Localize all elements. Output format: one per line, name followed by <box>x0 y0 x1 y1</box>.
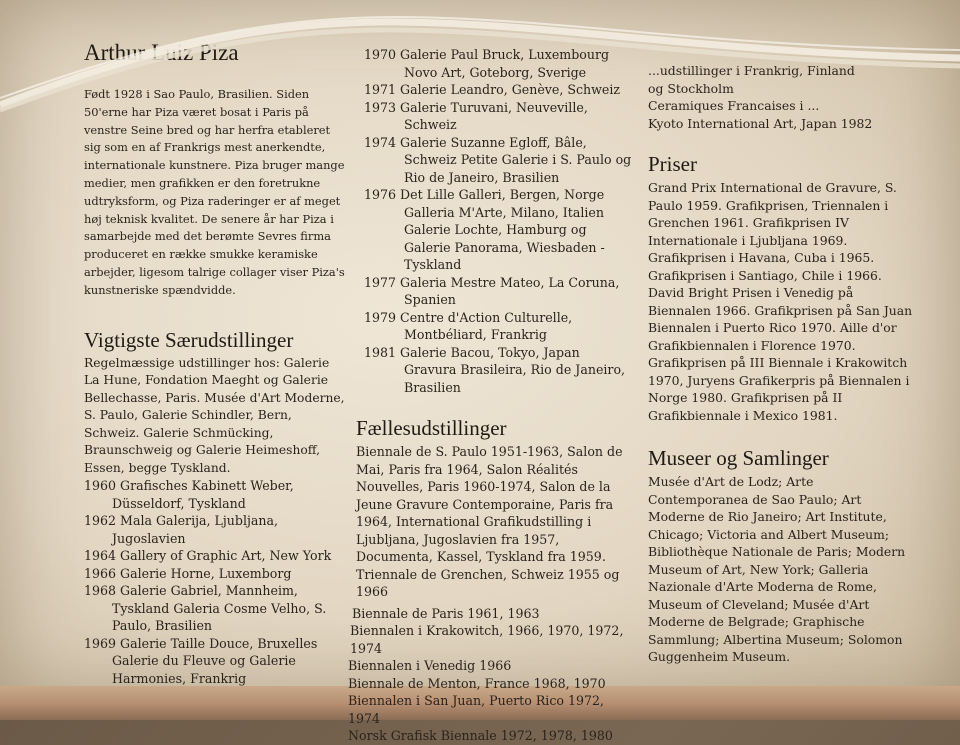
group-line: Biennalen i Krakowitch, 1966, 1970, 1972, 1974 <box>350 623 624 656</box>
group-intro: Biennale de S. Paulo 1951-1963, Salon de Mai, Paris fra 1964, Salon Réalités Nouvelles, Paris 1960-1974, Salon de la Jeune Gravure Contemporaine, Paris fra 1964, International Grafikudstilling i Ljubljana, Jugoslavien fra 1957, Documenta, Kassel, Tyskland fra 1959. Triennale de Grenchen, Schweiz 1955 og 1966 <box>356 444 623 599</box>
solo-intro: Regelmæssige udstillinger hos: Galerie La Hune, Fondation Maeght og Galerie Bellechasse, Paris. Musée d'Art Moderne, S. Paulo, Galerie Schindler, Bern, Schweiz. Galerie Schmücking, Braunschweig og Galerie Heimeshoff, Essen, begge Tyskland. <box>84 355 345 475</box>
group-cont-line: Ceramiques Francaises i ... <box>648 98 820 113</box>
solo-entry: 1968 Galerie Gabriel, Mannheim, Tyskland Galeria Cosme Velho, S. Paulo, Brasilien <box>84 583 327 634</box>
group-cont-line: ...udstillinger i Frankrig, Finland <box>648 63 855 78</box>
solo-entry: 1960 Grafisches Kabinett Weber, Düsseldorf, Tyskland <box>84 478 294 511</box>
group-cont-line: og Stockholm <box>648 80 734 96</box>
column-left <box>84 40 346 687</box>
solo-heading: Vigtigste Særudstillinger <box>84 327 294 352</box>
museums-text: Musée d'Art de Lodz; Arte Contemporanea de Sao Paulo; Art Moderne de Rio Janeiro; Art Institute, Chicago; Victoria and Albert Museum; Bibliothèque Nationale de Paris; Modern Museum of Art, New York; Galleria Nazionale d'Arte Moderna de Rome, Museum of Cleveland; Musée d'Art Moderne de Belgrade; Graphische Sammlung; Albertina Museum; Solomon Guggenheim Museum. <box>648 474 906 664</box>
group-cont-line: Kyoto International Art, Japan 1982 <box>648 115 873 131</box>
solo-entry: 1979 Centre d'Action Culturelle, Montbéliard, Frankrig <box>364 309 573 342</box>
solo-entry: 1971 Galerie Leandro, Genève, Schweiz <box>364 82 621 97</box>
artist-bio: Født 1928 i Sao Paulo, Brasilien. Siden 50'erne har Piza været bosat i Paris på venstre Seine bred og har herfra etableret sig som en af Frankrigs mest anerkendte, internationale kunstnere. Piza bruger mange medier, men grafikken er den foretrukne udtryksform, og Piza raderinger er af meget høj teknisk kvalitet. De senere år har Piza i samarbejde med det berømte Sevres firma produceret en række smukke keramiske arbejder, ligesom talrige collager viser Piza's kunstneriske spændvidde. <box>84 87 345 297</box>
artist-name: Arthur Luiz Piza <box>84 40 239 65</box>
museums-heading: Museer og Samlinger <box>648 446 829 470</box>
column-right <box>648 62 916 666</box>
column-middle <box>348 46 632 745</box>
group-line: Norsk Grafisk Biennale 1972, 1978, 1980 <box>348 728 613 743</box>
solo-entry: 1969 Galerie Taille Douce, Bruxelles Galerie du Fleuve og Galerie Harmonies, Frankrig <box>84 635 318 686</box>
group-line: Biennalen i San Juan, Puerto Rico 1972, 1974 <box>348 693 605 726</box>
solo-entry: 1981 Galerie Bacou, Tokyo, Japan Gravura Brasileira, Rio de Janeiro, Brasilien <box>364 344 626 395</box>
solo-entry: 1974 Galerie Suzanne Egloff, Bâle, Schweiz Petite Galerie i S. Paulo og Rio de Janeiro, Brasilien <box>364 134 632 185</box>
solo-entry: 1966 Galerie Horne, Luxemborg <box>84 565 292 581</box>
prizes-heading: Priser <box>648 152 697 176</box>
prizes-text: Grand Prix International de Gravure, S. Paulo 1959. Grafikprisen, Triennalen i Grenchen 1961. Grafikprisen IV Internationale i Ljubljana 1969. Grafikprisen i Havana, Cuba i 1965. Grafikprisen i Santiago, Chile i 1966. David Bright Prisen i Venedig på Biennalen 1966. Grafikprisen på San Juan Biennalen i Puerto Rico 1970. Aille d'or Grafikbiennalen i Florence 1970. Grafikprisen på III Biennale i Krakowitch 1970, Juryens Grafikerpris på Biennalen i Norge 1980. Grafikprisen på II Grafikbiennale i Mexico 1981. <box>648 180 913 423</box>
solo-entry: 1970 Galerie Paul Bruck, Luxembourg Novo Art, Goteborg, Sverige <box>364 47 610 80</box>
group-heading: Fællesudstillinger <box>356 416 507 440</box>
group-line: Biennale de Menton, France 1968, 1970 <box>348 675 606 691</box>
group-line: Biennalen i Venedig 1966 <box>348 658 512 673</box>
solo-entry: 1973 Galerie Turuvani, Neuveville, Schweiz <box>364 99 588 132</box>
solo-entry: 1962 Mala Galerija, Ljubljana, Jugoslavien <box>84 513 279 546</box>
group-line: Biennale de Paris 1961, 1963 <box>352 605 540 621</box>
solo-entry: 1977 Galeria Mestre Mateo, La Coruna, Spanien <box>364 274 620 307</box>
solo-entry: 1964 Gallery of Graphic Art, New York <box>84 548 332 564</box>
solo-entry: 1976 Det Lille Galleri, Bergen, Norge Galleria M'Arte, Milano, Italien Galerie Lochte, Hamburg og Galerie Panorama, Wiesbaden - Tyskland <box>364 187 605 272</box>
